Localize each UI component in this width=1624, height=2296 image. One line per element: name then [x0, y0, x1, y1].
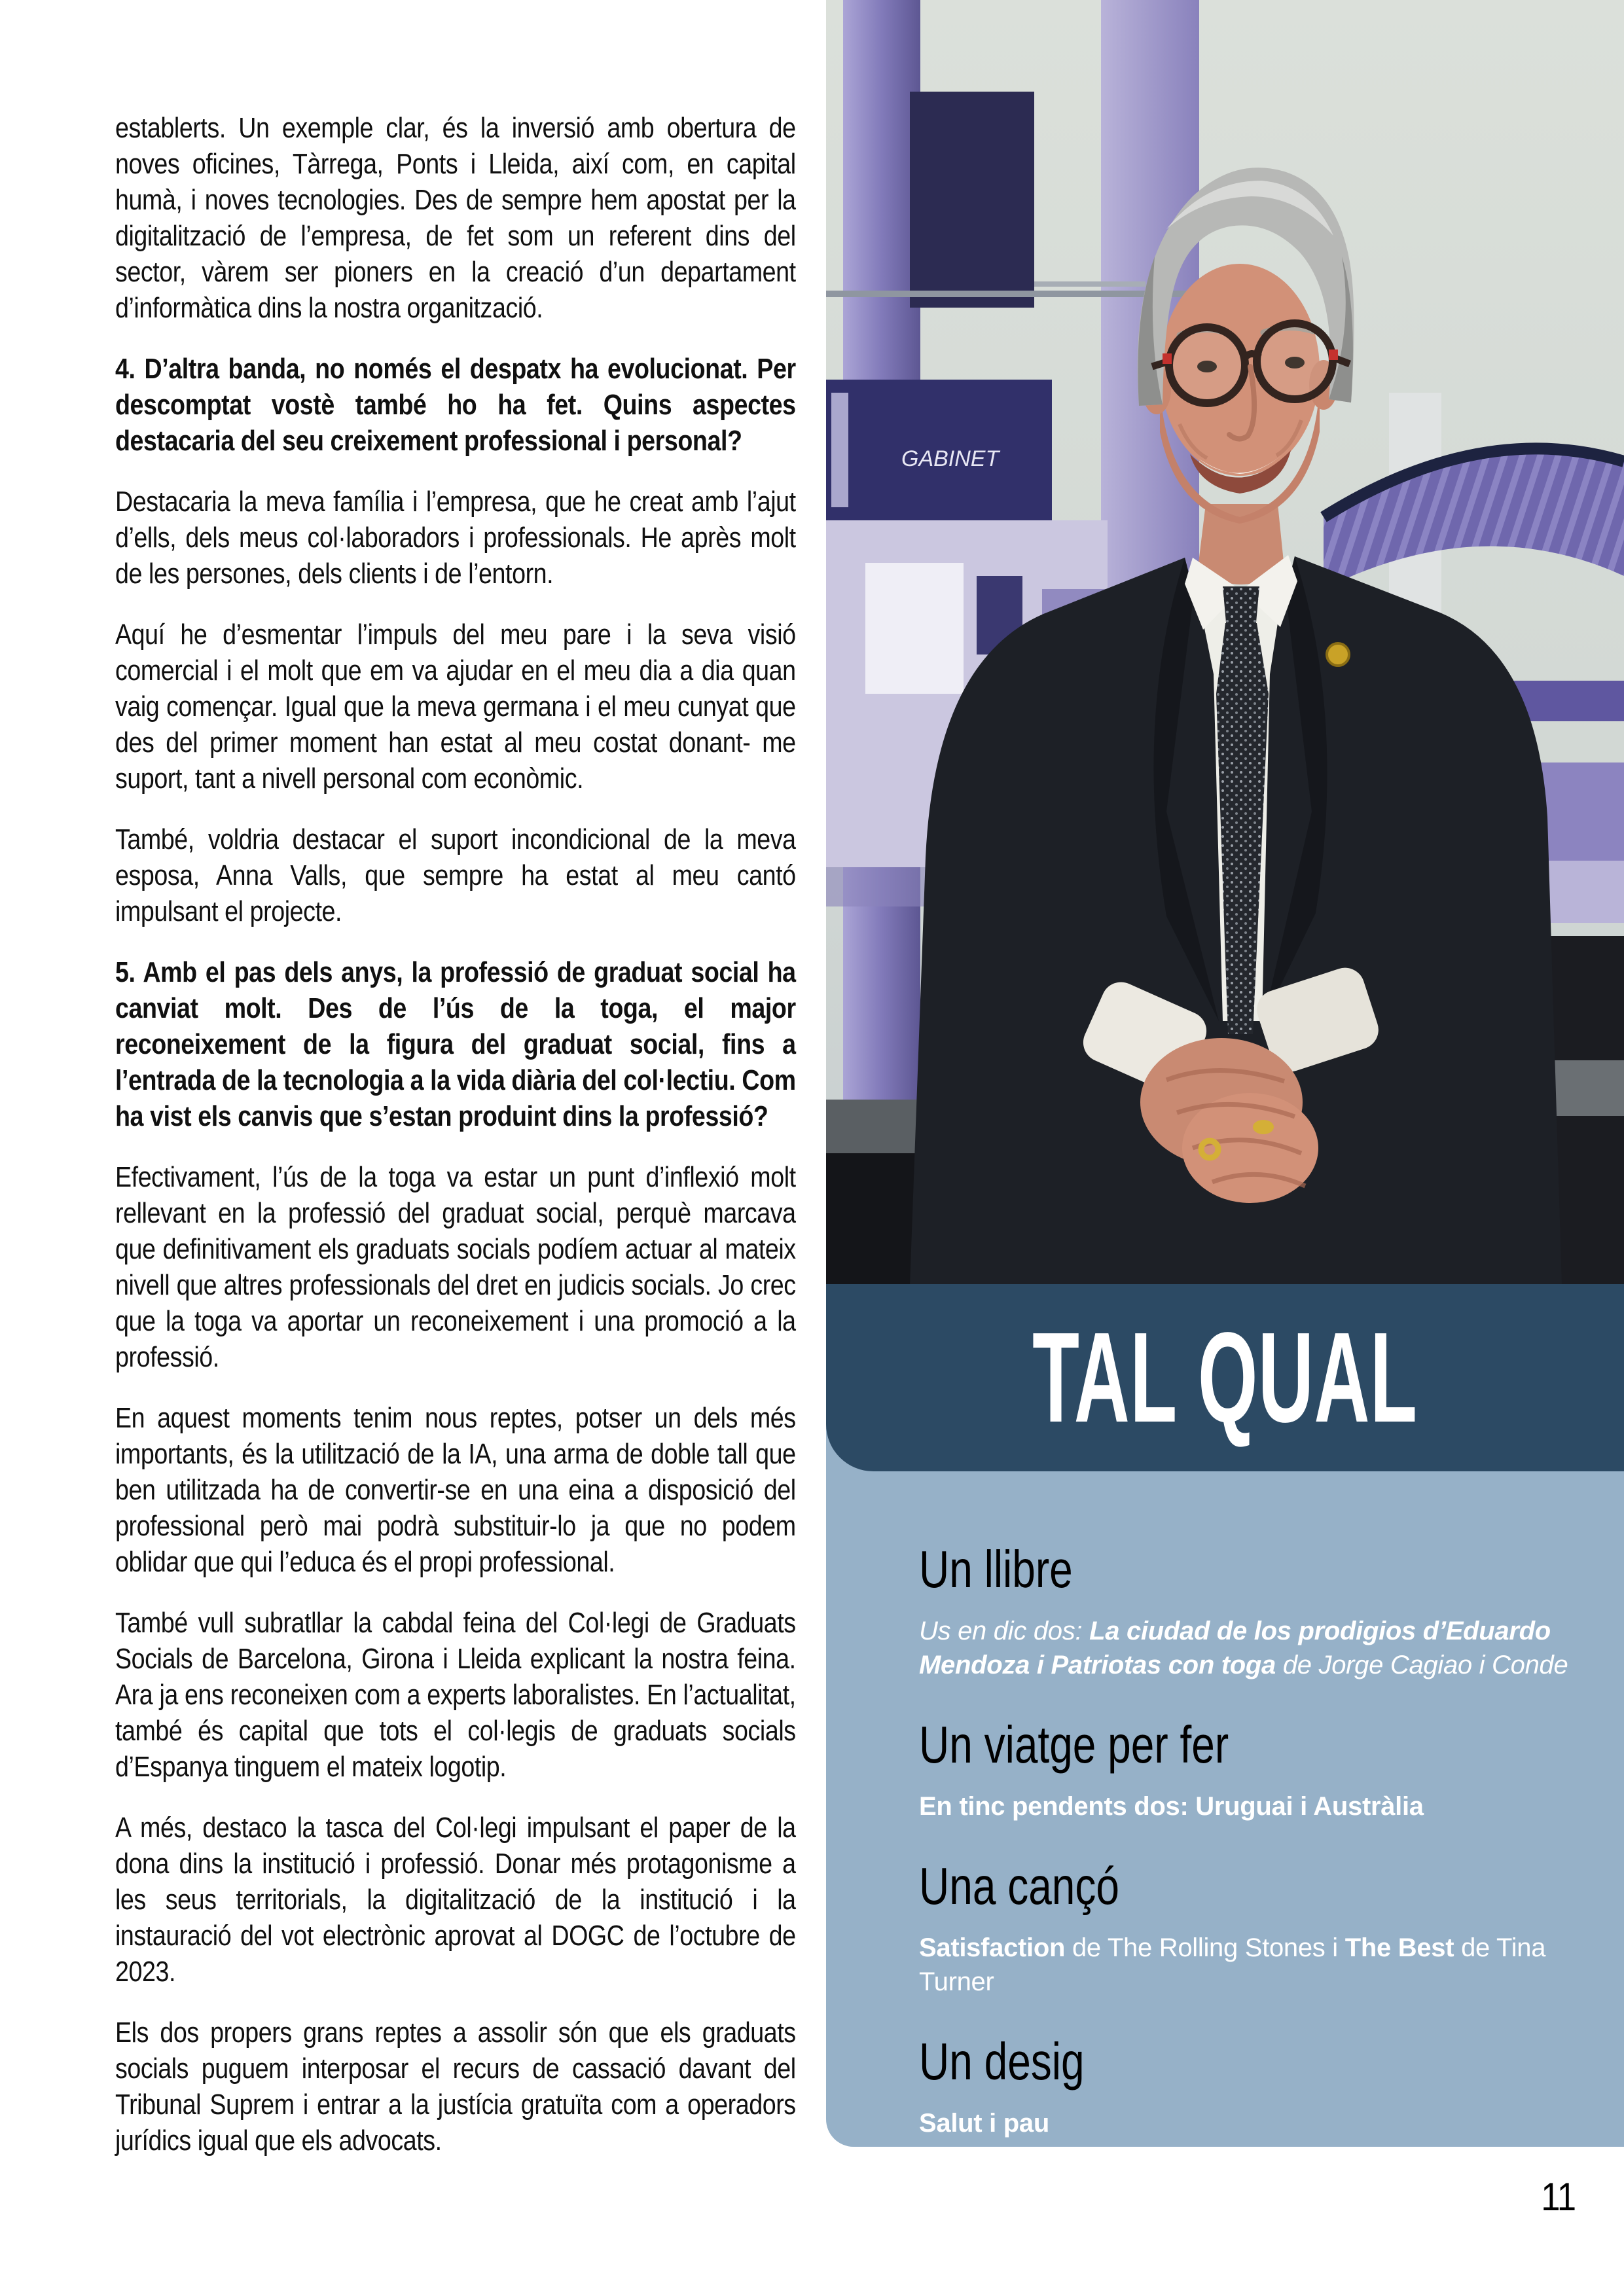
panel-section-answer: Satisfaction de The Rolling Stones i The Best de Tina Turner [919, 1933, 1546, 1996]
panel-section-answer: Salut i pau [919, 2109, 1049, 2138]
article-paragraph: També, voldria destacar el suport incondicional de la meva esposa, Anna Valls, que sempre ha estat al meu cantó impulsant el projecte. [115, 823, 796, 927]
portrait-photo [826, 0, 1624, 1285]
article-paragraph: Aquí he d’esmentar l’impuls del meu pare i la seva visió comercial i el molt que em va ajudar en el meu dia a dia quan vaig començar. Igual que la meva germana i el meu cunyat que des del primer moment han estat al meu costat donant- me suport, tant a nivell personal com econòmic. [115, 619, 796, 795]
panel-section-answer: Us en dic dos: La ciudad de los prodigios d’Eduardo Mendoza i Patriotas con toga de Jorge Cagiao i Conde [919, 1617, 1568, 1679]
article-paragraph: També vull subratllar la cabdal feina del Col·legi de Graduats Socials de Barcelona, Girona i Lleida explicant la nostra feina. Ara ja ens reconeixen com a experts laboralistes. En l’actualitat, també és capital que tots el col·legis de graduats socials d’Espanya tinguem el mateix logotip. [115, 1607, 796, 1783]
questionnaire-panel [826, 1407, 1624, 2147]
panel-section-heading: Un llibre [919, 1540, 1073, 1598]
interview-question: 4. D’altra banda, no només el despatx ha evolucionat. Per descomptat vostè també ho ha fet. Quins aspectes destacaria del seu creixement professional i personal? [115, 353, 796, 457]
article-paragraph: Destacaria la meva família i l’empresa, que he creat amb l’ajut d’ells, dels meus col·laboradors i professionals. He après molt de les persones, dels clients i de l’entorn. [115, 486, 796, 590]
article-paragraph: En aquest moments tenim nous reptes, potser un dels més importants, és la utilització de la IA, una arma de doble tall que ben utilitzada ha de convertir-se en una eina a disposició del professional però mai podrà substituir-lo ja que no podem oblidar que qui l’educa és el propi professional. [115, 1402, 796, 1578]
panel-section-heading: Una cançó [919, 1857, 1119, 1915]
tal-qual-banner [826, 1284, 1624, 1471]
article-column [115, 110, 796, 2183]
signage-text: GABINET [901, 446, 1000, 471]
portrait-photo-illustration [826, 0, 1624, 1285]
article-paragraph: Efectivament, l’ús de la toga va estar un punt d’inflexió molt rellevant en la professió del graduat social, perquè marcava que definitivament els graduats socials podíem actuar al mateix nivell que altres professionals del dret en judicis socials. Jo crec que la toga va aportar un reconeixement i una promoció a la professió. [115, 1161, 796, 1373]
panel-section-heading: Un desig [919, 2032, 1085, 2090]
tal-qual-title: TAL QUAL [1032, 1306, 1418, 1449]
panel-section-answer: En tinc pendents dos: Uruguai i Austràlia [919, 1792, 1424, 1821]
interview-question: 5. Amb el pas dels anys, la professió de graduat social ha canviat molt. Des de l’ús de la toga, el major reconeixement de la figura del graduat social, fins a l’entrada de la tecnologia a la vida diària del col·lectiu. Com ha vist els canvis que s’estan produint dins la professió? [115, 956, 796, 1132]
article-paragraph: A més, destaco la tasca del Col·legi impulsant el paper de la dona dins la institució i professió. Donar més protagonisme a les seus territorials, la digitalització de la institució i la instauració del vot electrònic aprovat al DOGC de l’octubre de 2023. [115, 1812, 796, 1988]
panel-section-heading: Un viatge per fer [919, 1715, 1229, 1774]
page-number: 11 [1540, 2175, 1576, 2219]
article-paragraph: establerts. Un exemple clar, és la inversió amb obertura de noves oficines, Tàrrega, Ponts i Lleida, així com, en capital humà, i noves tecnologies. Des de sempre hem apostat per la digitalització de l’empresa, de fet som un referent dins del sector, vàrem ser pioners en la creació d’un departament d’informàtica dins la nostra organització. [115, 112, 796, 324]
article-paragraph: Els dos propers grans reptes a assolir són que els graduats socials puguem interposar el recurs de cassació davant del Tribunal Suprem i entrar a la justícia gratuïta com a operadors jurídics igual que els advocats. [115, 2017, 796, 2157]
lapel-pin-icon [1327, 643, 1349, 666]
